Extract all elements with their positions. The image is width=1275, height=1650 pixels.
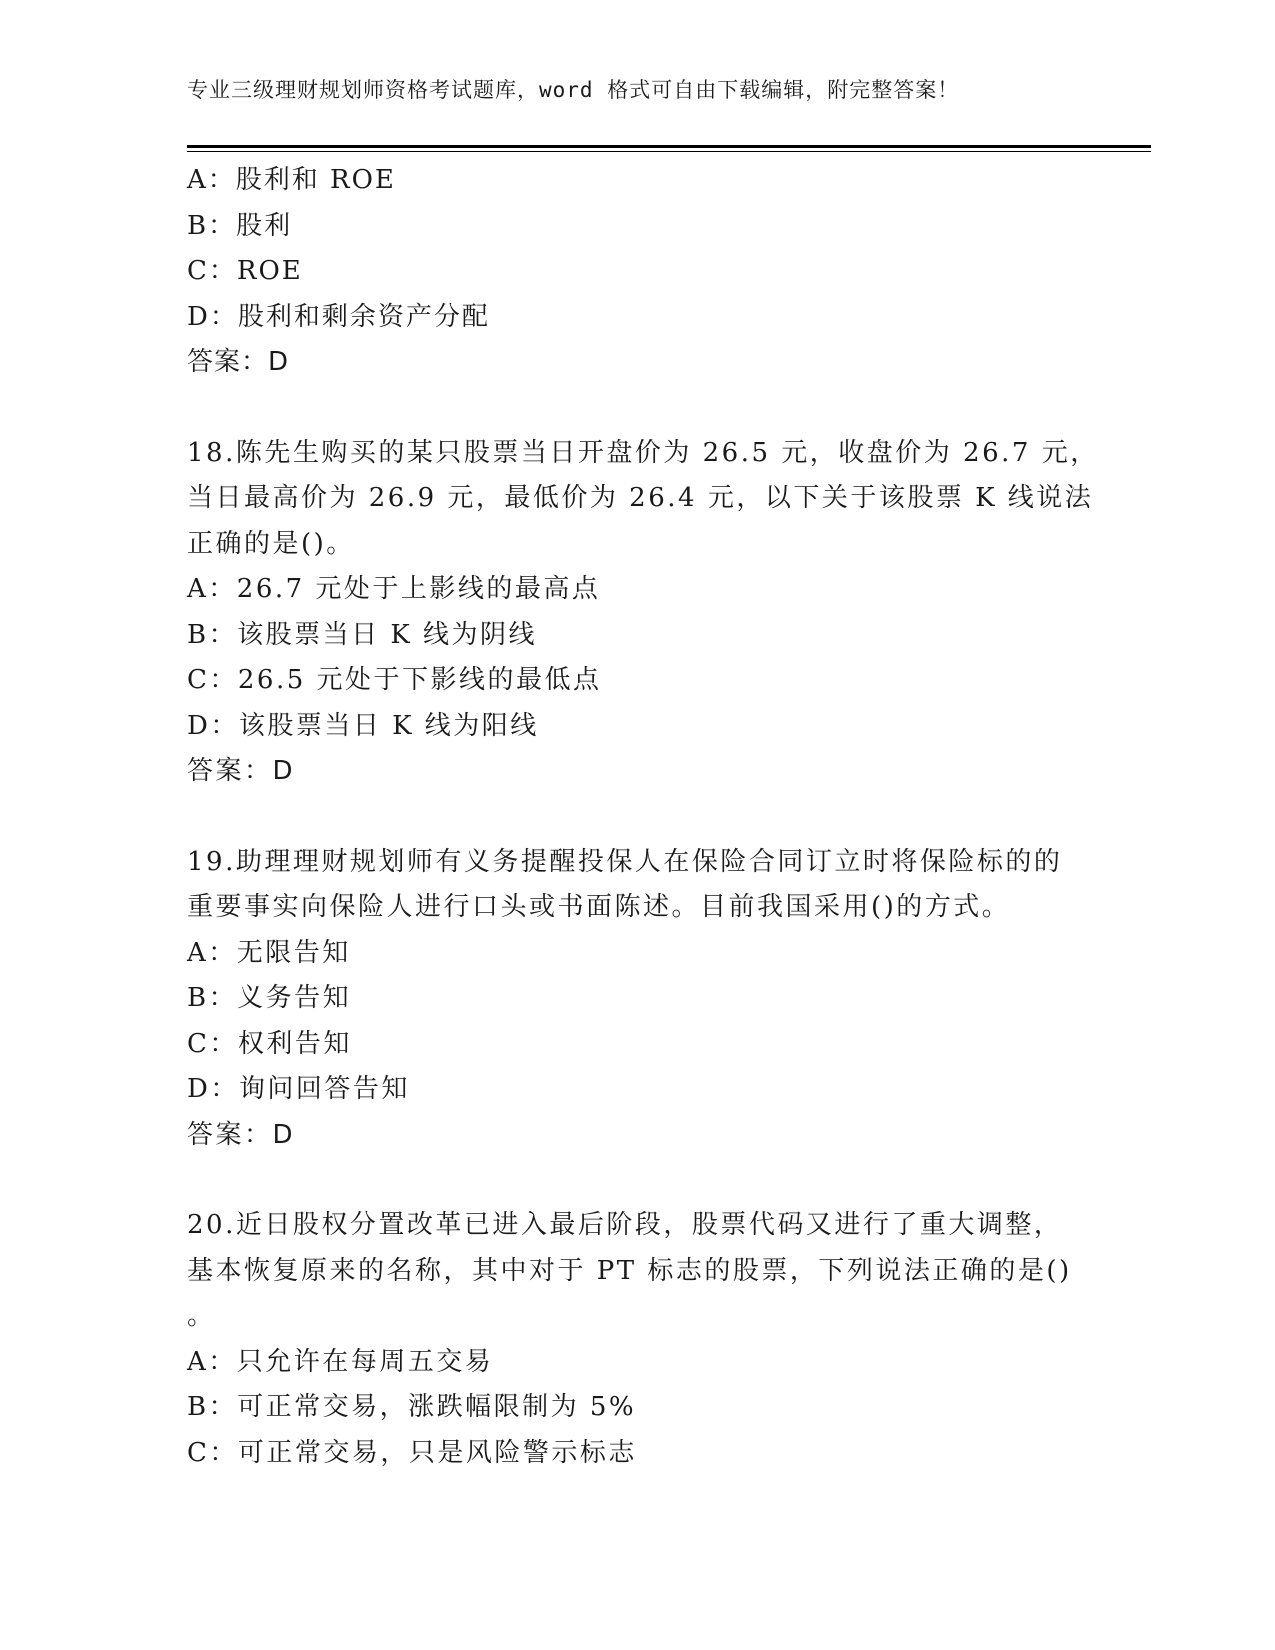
question-text-line: 20.近日股权分置改革已进入最后阶段，股票代码又进行了重大调整，: [187, 1210, 1063, 1240]
option-c: C：26.5 元处于下影线的最低点: [187, 665, 602, 695]
option-b: B：该股票当日 K 线为阴线: [187, 619, 538, 650]
option-a: A：无限告知: [187, 937, 351, 968]
option-a: A：只允许在每周五交易: [187, 1346, 494, 1377]
header-rule-thick: [187, 145, 1151, 148]
option-d: D：询问回答告知: [187, 1074, 410, 1104]
question-text-line: 19.助理理财规划师有义务提醒投保人在保险合同订立时将保险标的的: [187, 846, 1063, 877]
answer: 答案：D: [187, 347, 290, 377]
document-body: [187, 158, 1099, 1476]
question-text-line: 基本恢复原来的名称，其中对于 PT 标志的股票，下列说法正确的是(): [187, 1255, 1072, 1286]
answer: 答案：D: [187, 756, 296, 786]
question-text-line: 正确的是()。: [187, 528, 355, 559]
option-d: D：该股票当日 K 线为阳线: [187, 710, 539, 741]
option-c: C：权利告知: [187, 1028, 352, 1059]
option-d: D：股利和剩余资产分配: [187, 301, 490, 332]
question-text-line: 当日最高价为 26.9 元，最低价为 26.4 元，以下关于该股票 K 线说法: [187, 483, 1094, 513]
question-text-line: 重要事实向保险人进行口头或书面陈述。目前我国采用()的方式。: [187, 892, 1011, 922]
option-b: B：义务告知: [187, 983, 352, 1013]
answer: 答案：D: [187, 1119, 296, 1150]
question-text-line: 。: [187, 1301, 216, 1331]
option-c: C：ROE: [187, 256, 303, 286]
header-rule-thin: [187, 151, 1151, 152]
page-header: 专业三级理财规划师资格考试题库，word 格式可自由下载编辑，附完整答案！: [187, 78, 960, 102]
question-19: [187, 840, 1087, 1159]
option-a: A：股利和 ROE: [187, 165, 396, 195]
prev-question: [187, 158, 1087, 386]
question-18: [187, 431, 1099, 795]
option-c: C：可正常交易，只是风险警示标志: [187, 1437, 637, 1468]
question-20: [187, 1203, 1087, 1476]
option-b: B：股利: [187, 210, 293, 241]
option-a: A：26.7 元处于上影线的最高点: [187, 574, 601, 604]
question-text-line: 18.陈先生购买的某只股票当日开盘价为 26.5 元，收盘价为 26.7 元，: [187, 437, 1099, 468]
option-b: B：可正常交易，涨跌幅限制为 5%: [187, 1392, 637, 1422]
